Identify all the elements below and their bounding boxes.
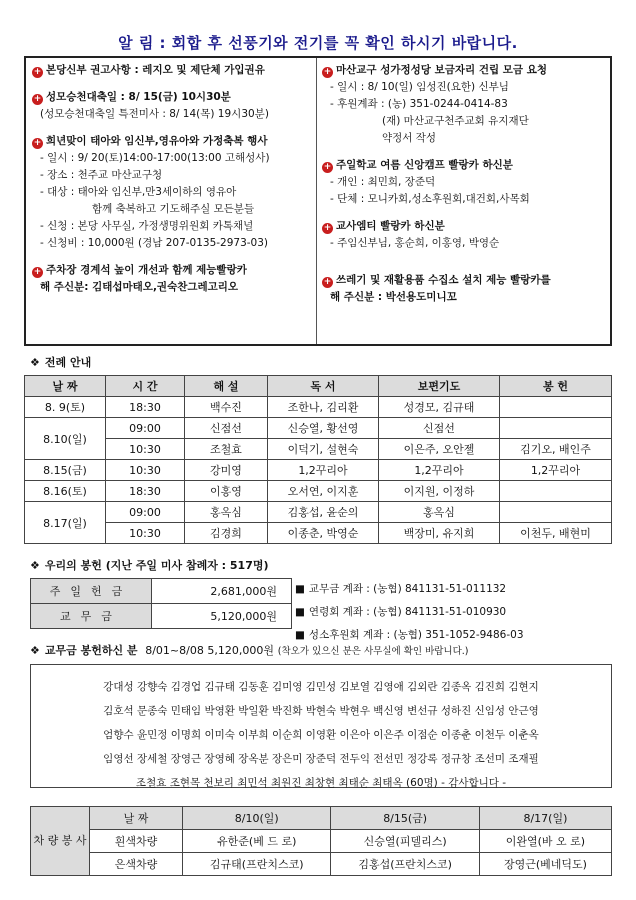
cross-icon: + <box>323 277 332 287</box>
table-row: 8.17(일) 09:00 홍옥심 김홍섭, 윤순의 홍옥심 <box>25 502 612 523</box>
title-text: 회합 후 선풍기와 전기를 꼭 확인 하시기 바랍니다. <box>171 34 518 52</box>
cross-icon: + <box>33 94 42 104</box>
bullet-icon: ■ <box>295 629 305 641</box>
table-row: 흰색차량 유한준(베 드 로) 신승열(피델리스) 이완열(바 오 로) <box>31 830 612 853</box>
vehicle-service-table <box>30 806 612 876</box>
table-header-row: 날 짜 시 간 해 설 독 서 보편기도 봉 헌 <box>25 376 612 397</box>
title-prefix: 알 림 : <box>118 34 167 52</box>
cross-icon: + <box>323 67 332 77</box>
notice-column-left: + 본당신부 권고사항 : 레지오 및 제단체 가입권유 + 성모승천대축일 : 8/ 15(금) 10시30분 (성모승천대축일 특전미사 : 8/ 14(목) 19시30분) + 희년맞이 태아와 임신부,영유아와 가정축복 행사 - 일시 : 9/ 20(토)14:00-17:00(13:00 고해성사) - 장소 : 천주교 마산교구청 - 대상 : 태아와 임신부,만3세이하의 영유아 함께 축복하고 기도해주실 모든분들 - 신청 : 본당 사무실, 가정생명위원회 카톡채널 - 신청비 : 10,000원 (경남 207-0135-2973-03) + 주차장 경계석 높이 개선과 함께 제능빨랑카 해 주신분: 김태섭마태오,권숙찬그레고리오 <box>32 62 314 296</box>
offering-table <box>30 578 292 629</box>
cross-icon: + <box>323 162 332 172</box>
notice-title <box>0 32 636 53</box>
notice-item: + 교사엠티 빨랑카 하신분 <box>323 220 445 233</box>
diamond-icon: ❖ <box>30 559 40 572</box>
notice-divider <box>316 58 317 344</box>
table-row: 10:30 조철효 이덕기, 설현숙 이은주, 오안젤 김기오, 배인주 <box>25 439 612 460</box>
table-row: 8.16(토) 18:30 이홍영 오서연, 이지훈 이지원, 이정하 <box>25 481 612 502</box>
notice-item: + 본당신부 권고사항 : 레지오 및 제단체 가입권유 <box>33 64 265 77</box>
notice-item: + 성모승천대축일 : 8/ 15(금) 10시30분 <box>33 91 231 104</box>
offering-section-title: ❖ 우리의 봉헌 (지난 주일 미사 참례자 : 517명) <box>30 559 269 572</box>
notice-item: + 쓰레기 및 재활용품 수집소 설치 제능 빨랑카를 <box>323 274 551 287</box>
notice-item: + 마산교구 성가정성당 보금자리 건립 모금 요청 <box>323 64 547 77</box>
notice-item: + 주일학교 여름 신앙캠프 빨랑카 하신분 <box>323 159 513 172</box>
account-item: ■ 연령회 계좌 : (농협) 841131-51-010930 <box>295 606 507 618</box>
table-row: 은색차량 김규태(프란치스코) 김홍섭(프란치스코) 장영근(베네딕도) <box>31 853 612 876</box>
donors-section-title: ❖ 교무금 봉헌하신 분 8/01~8/08 5,120,000원 (착오가 있으신 분은 사무실에 확인 바랍니다.) <box>30 644 469 657</box>
bullet-icon: ■ <box>295 583 305 595</box>
diamond-icon: ❖ <box>30 644 40 657</box>
cross-icon: + <box>33 138 42 148</box>
notice-item: + 주차장 경계석 높이 개선과 함께 제능빨랑카 <box>33 264 247 277</box>
liturgy-table <box>24 375 612 544</box>
table-row: 주일헌금 2,681,000원 <box>31 579 292 604</box>
table-row: 8. 9(토) 18:30 백수진 조한나, 김리환 성경모, 김규태 <box>25 397 612 418</box>
bullet-icon: ■ <box>295 606 305 618</box>
notice-column-right: + 마산교구 성가정성당 보금자리 건립 모금 요청 - 일시 : 8/ 10(일) 임성진(요한) 신부님 - 후원계좌 : (농) 351-0244-0414-83 (재) 마산교구천주교회 유지재단 약정서 작성 + 주일학교 여름 신앙캠프 빨랑카 하신분 - 개인 : 최민희, 장준덕 - 단체 : 모니카회,성소후원회,대건회,사목회 + 교사엠티 빨랑카 하신분 - 주임신부님, 홍순희, 이홍영, 박영순 + 쓰레기 및 재활용품 수집소 설치 제능 빨랑카를 해 주신분 : 박선용도미니꼬 <box>322 62 610 306</box>
notice-box <box>24 56 612 346</box>
cross-icon: + <box>33 67 42 77</box>
notice-item: + 희년맞이 태아와 임신부,영유아와 가정축복 행사 <box>33 135 268 148</box>
table-header-row: 차 량 봉 사 날 짜 8/10(일) 8/15(금) 8/17(일) <box>31 807 612 830</box>
table-row: 8.10(일) 09:00 신점선 신승열, 황선영 신점선 <box>25 418 612 439</box>
table-row: 8.15(금) 10:30 강미영 1,2꾸리아 1,2꾸리아 1,2꾸리아 <box>25 460 612 481</box>
account-list <box>295 578 524 647</box>
table-row: 교무금 5,120,000원 <box>31 604 292 629</box>
cross-icon: + <box>33 267 42 277</box>
diamond-icon: ❖ <box>30 356 40 369</box>
cross-icon: + <box>323 223 332 233</box>
account-item: ■ 교무금 계좌 : (농협) 841131-51-011132 <box>295 583 507 595</box>
liturgy-section-title: ❖ 전례 안내 <box>30 356 92 369</box>
table-row: 10:30 김경희 이종춘, 박영순 백장미, 유지희 이천두, 배현미 <box>25 523 612 544</box>
donor-names-box: 강대성 강향숙 김경업 김규태 김동훈 김미영 김민성 김보열 김영애 김외란 김종옥 김진희 김현지 김호석 문종숙 민태임 박영환 박일환 박진화 박현숙 박현우 백신영 변선규 성하진 신임성 안근영 엄향수 윤민정 이명희 이미숙 이부희 이순희 이영환 이은아 이은주 이점순 이종춘 이천두 이춘옥 임영선 장세철 장영근 장영혜 장옥분 장은미 장준덕 전두익 전선민 정강록 정규창 조선미 조재필 조철효 조현목 천보리 최민석 최원진 최창현 최태순 최태옥 (60명) - 감사합니다 - <box>30 664 612 788</box>
account-item: ■ 성소후원회 계좌 : (농협) 351-1052-9486-03 <box>295 629 524 641</box>
